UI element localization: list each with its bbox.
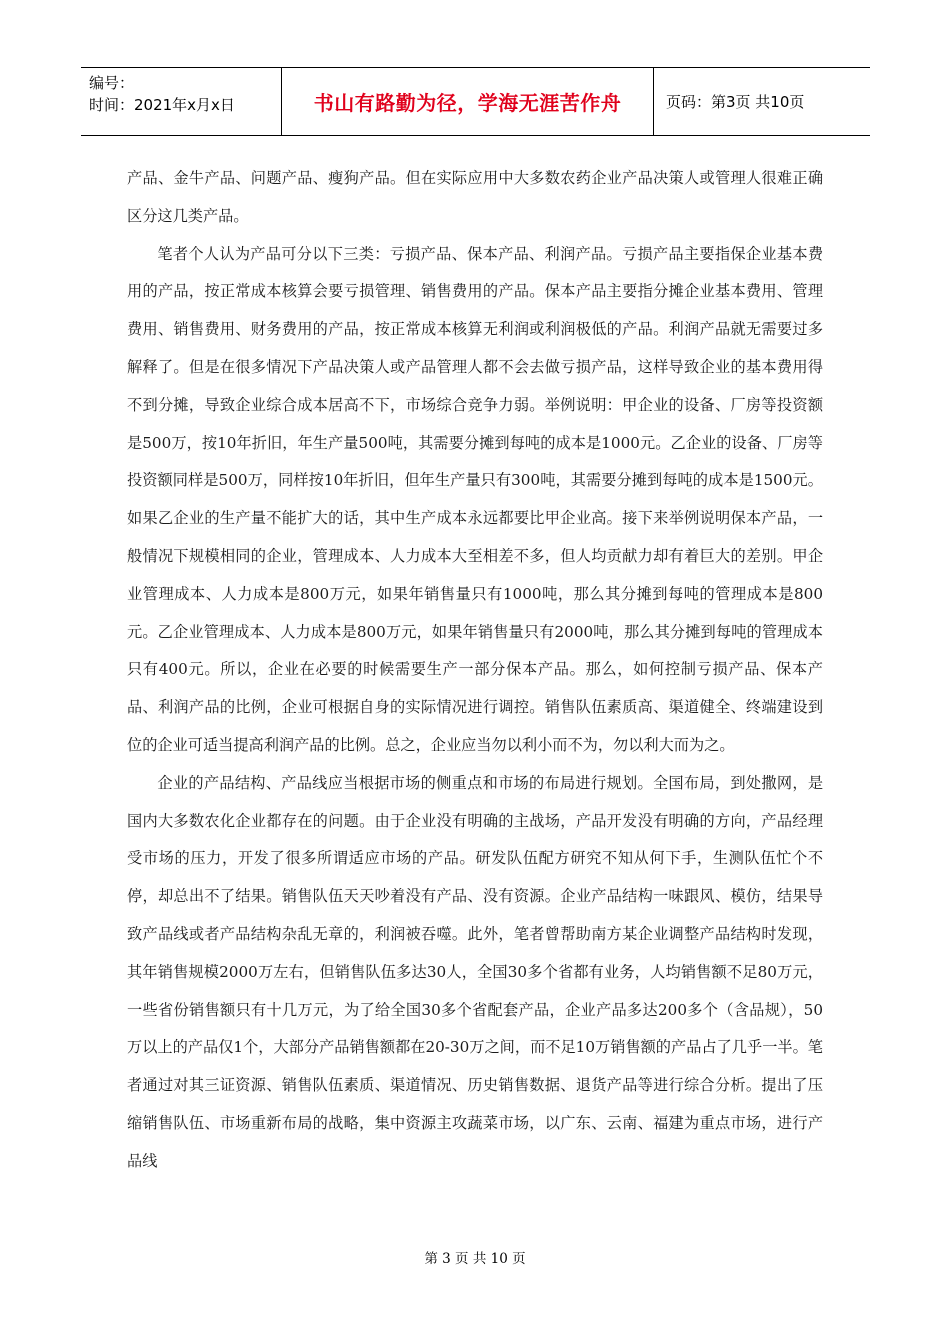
document-body (127, 160, 823, 1181)
document-number-label: 编号： (89, 74, 135, 92)
document-time-label: 时间：2021年x月x日 (89, 96, 235, 114)
page-footer: 第 3 页 共 10 页 (424, 1251, 526, 1267)
document-header (81, 67, 870, 136)
body-paragraph: 产品、金牛产品、问题产品、瘦狗产品。但在实际应用中大多数农药企业产品决策人或管理人很难正确区分这几类产品。 (127, 169, 823, 225)
header-page-info: 页码：第3页 共10页 (666, 93, 805, 111)
body-paragraph: 笔者个人认为产品可分以下三类：亏损产品、保本产品、利润产品。亏损产品主要指保企业基本费用的产品，按正常成本核算会要亏损管理、销售费用的产品。保本产品主要指分摊企业基本费用、管理费用、销售费用、财务费用的产品，按正常成本核算无利润或利润极低的产品。利润产品就无需要过多解释了。但是在很多情况下产品决策人或产品管理人都不会去做亏损产品，这样导致企业的基本费用得不到分摊，导致企业综合成本居高不下，市场综合竞争力弱。举例说明：甲企业的设备、厂房等投资额是500万，按10年折旧，年生产量500吨，其需要分摊到每吨的成本是1000元。乙企业的设备、厂房等投资额同样是500万，同样按10年折旧，但年生产量只有300吨，其需要分摊到每吨的成本是1500元。如果乙企业的生产量不能扩大的话，其中生产成本永远都要比甲企业高。接下来举例说明保本产品，一般情况下规模相同的企业，管理成本、人力成本大至相差不多，但人均贡献力却有着巨大的差别。甲企业管理成本、人力成本是800万元，如果年销售量只有1000吨，那么其分摊到每吨的管理成本是800元。乙企业管理成本、人力成本是800万元，如果年销售量只有2000吨，那么其分摊到每吨的管理成本只有400元。所以，企业在必要的时候需要生产一部分保本产品。那么，如何控制亏损产品、保本产品、利润产品的比例，企业可根据自身的实际情况进行调控。销售队伍素质高、渠道健全、终端建设到位的企业可适当提高利润产品的比例。总之，企业应当勿以利小而不为，勿以利大而为之。 (127, 244, 823, 754)
header-meta (81, 68, 282, 135)
header-motto: 书山有路勤为径，学海无涯苦作舟 (282, 68, 654, 135)
body-paragraph: 企业的产品结构、产品线应当根据市场的侧重点和市场的布局进行规划。全国布局，到处撒网，是国内大多数农化企业都存在的问题。由于企业没有明确的主战场，产品开发没有明确的方向，产品经理受市场的压力，开发了很多所谓适应市场的产品。研发队伍配方研究不知从何下手，生测队伍忙个不停，却总出不了结果。销售队伍天天吵着没有产品、没有资源。企业产品结构一味跟风、模仿，结果导致产品线或者产品结构杂乱无章的，利润被吞噬。此外，笔者曾帮助南方某企业调整产品结构时发现，其年销售规模2000万左右，但销售队伍多达30人，全国30多个省都有业务，人均销售额不足80万元，一些省份销售额只有十几万元，为了给全国30多个省配套产品，企业产品多达200多个（含品规），50万以上的产品仅1个，大部分产品销售额都在20-30万之间，而不足10万销售额的产品占了几乎一半。笔者通过对其三证资源、销售队伍素质、渠道情况、历史销售数据、退货产品等进行综合分析。提出了压缩销售队伍、市场重新布局的战略，集中资源主攻蔬菜市场，以广东、云南、福建为重点市场，进行产品线 (127, 773, 823, 1170)
